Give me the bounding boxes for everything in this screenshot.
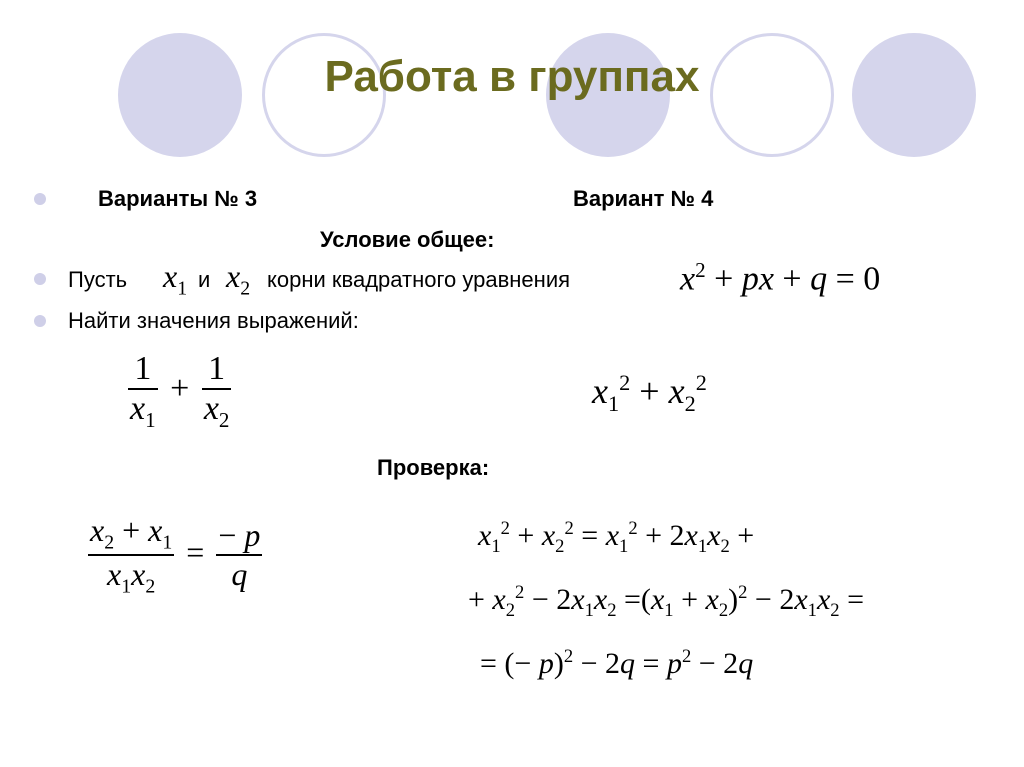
math-x1: $x_1$ [163, 258, 188, 300]
expression-variant-3: $\frac{1}{x_1}$ + $\frac{1}{x_2}$ [130, 350, 230, 432]
check-variant-3: $\frac{x_2 + x_1}{x_1x_2}$ = $\frac{- p}{q}$ [90, 512, 261, 598]
find-values-text: Найти значения выражений: [68, 308, 359, 333]
math-x2: $x_2$ [226, 258, 251, 300]
common-condition-label: Условие общее: [320, 227, 495, 252]
variant-3-label: Варианты № 3 [98, 186, 258, 211]
and-label: и [198, 267, 211, 292]
slide-title: Работа в группах [324, 52, 700, 101]
bullet-icon [34, 273, 46, 285]
check-variant-4-line-3: = (− $p)^2 - 2q = p^2 - 2q$ [480, 646, 754, 680]
check-variant-4-line-2: + $x_2^2 - 2x_1x_2 =(x_1 + x_2)^2 - 2x_1x_2$ = [468, 582, 864, 621]
expression-variant-4: $x_1^2 + x_2^2$ [592, 370, 707, 417]
bullet-icon [34, 193, 46, 205]
check-variant-4-line-1: $x_1^2 + x_2^2 = x_1^2 + 2x_1x_2$ + [478, 518, 755, 557]
bullet-icon [34, 315, 46, 327]
roots-text: корни квадратного уравнения [267, 267, 571, 292]
let-label: Пусть [68, 267, 128, 292]
check-label: Проверка: [377, 455, 490, 480]
variant-4-label: Вариант № 4 [573, 186, 714, 211]
quadratic-equation: $x^2$ + px + q = 0 [680, 258, 881, 298]
